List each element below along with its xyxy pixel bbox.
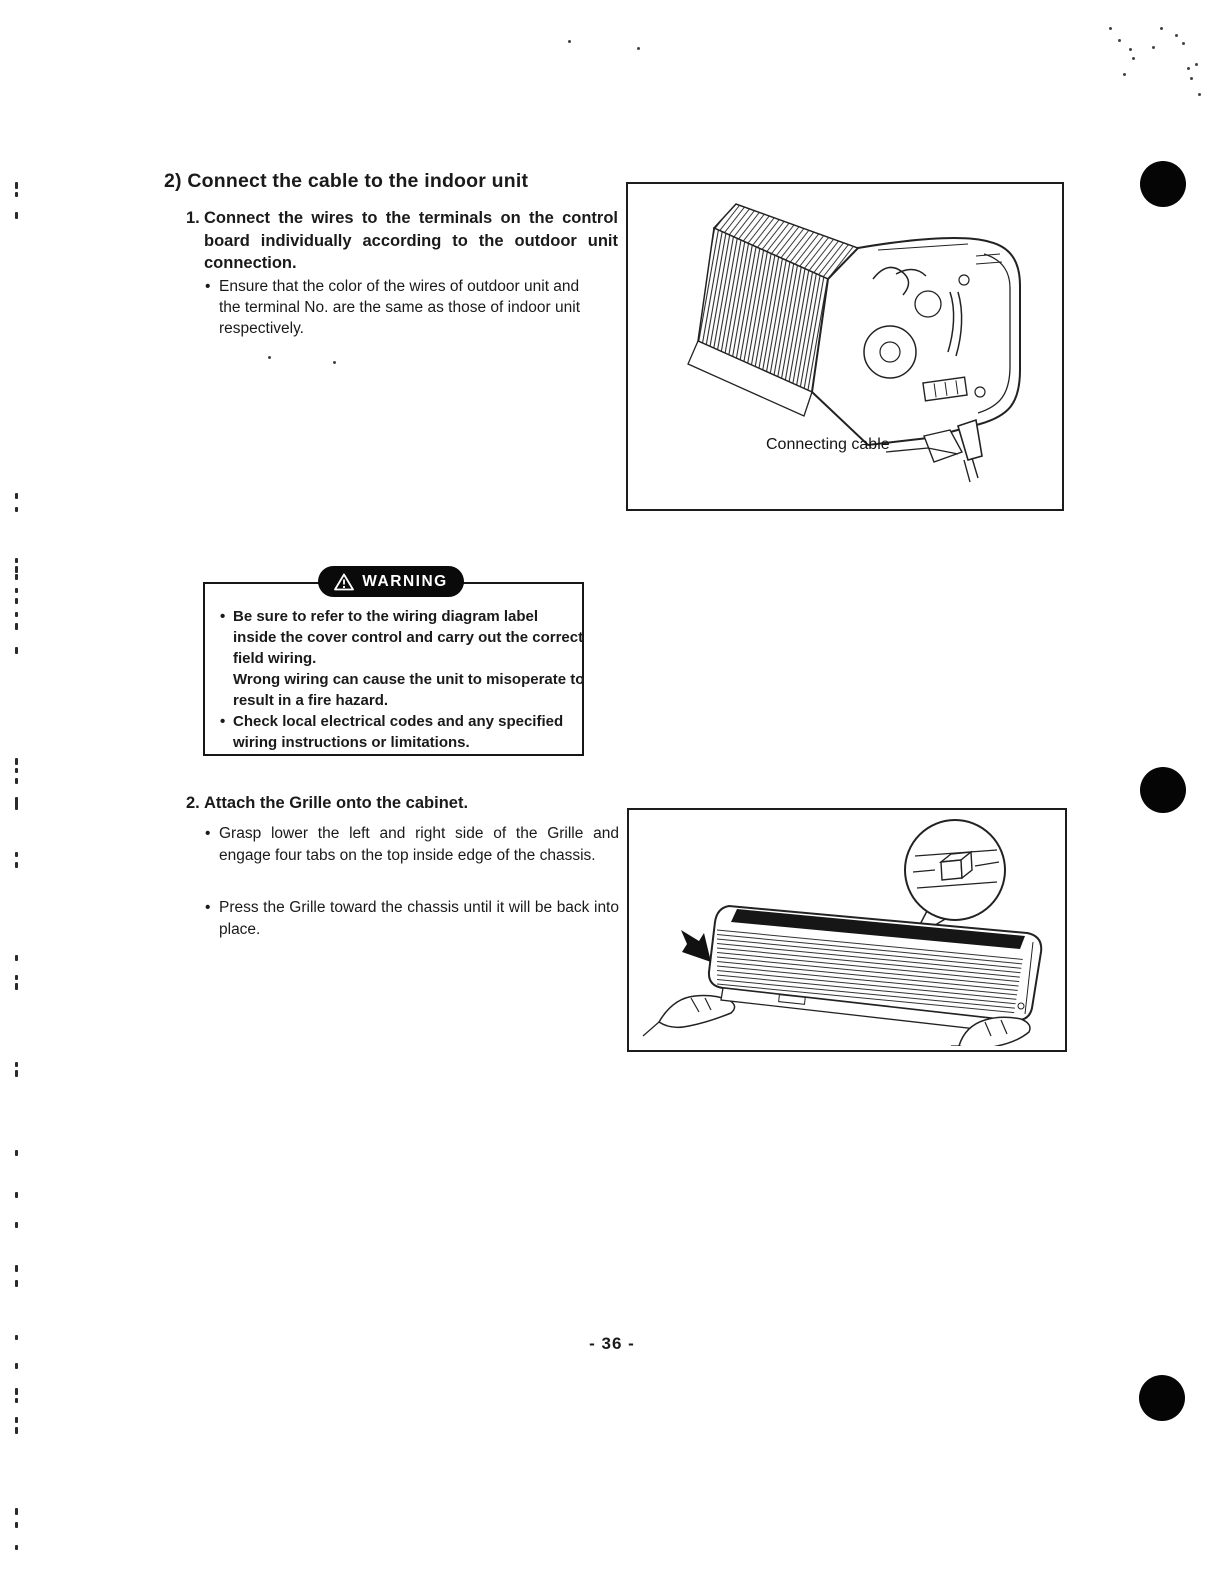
scan-speck — [333, 361, 336, 364]
scan-margin-mark — [15, 1427, 18, 1434]
warning-item — [220, 606, 585, 669]
section-title: 2) Connect the cable to the indoor unit — [164, 170, 529, 192]
scan-margin-mark — [15, 768, 18, 773]
scan-margin-mark — [15, 1522, 18, 1528]
scan-margin-mark — [15, 803, 18, 810]
punch-hole-mark — [1140, 767, 1186, 813]
warning-item-text: Be sure to refer to the wiring diagram label inside the cover control and carry out the correct field wiring. — [233, 608, 584, 667]
scan-margin-mark — [15, 1508, 18, 1515]
punch-hole-mark — [1140, 161, 1186, 207]
scan-speck — [637, 47, 640, 50]
scan-speck — [1132, 57, 1135, 60]
scan-margin-mark — [15, 612, 18, 617]
scan-speck — [1152, 46, 1155, 49]
scan-margin-mark — [15, 1545, 18, 1550]
figure-indoor-unit-wiring — [626, 182, 1064, 511]
scan-speck — [1160, 27, 1163, 30]
scan-margin-mark — [15, 493, 18, 499]
scan-margin-mark — [15, 182, 18, 189]
scan-margin-mark — [15, 1062, 18, 1067]
scan-speck — [1187, 67, 1190, 70]
scan-margin-mark — [15, 623, 18, 630]
figure-grille-attach — [627, 808, 1067, 1052]
step2-bullet — [205, 823, 619, 866]
scan-speck — [1195, 63, 1198, 66]
bullet-marker: • — [220, 608, 226, 625]
scan-margin-mark — [15, 1150, 18, 1156]
scan-speck — [1118, 39, 1121, 42]
scan-margin-mark — [15, 852, 18, 857]
warning-item-text: Wrong wiring can cause the unit to misoperate to result in a fire hazard. — [233, 671, 585, 709]
scan-speck — [1182, 42, 1185, 45]
scan-margin-mark — [15, 507, 18, 512]
scan-margin-mark — [15, 862, 18, 868]
scan-speck — [1129, 48, 1132, 51]
warning-box — [203, 582, 584, 756]
scan-margin-mark — [15, 192, 18, 197]
scan-margin-mark — [15, 1398, 18, 1403]
warning-item — [220, 711, 585, 753]
scan-speck — [1198, 93, 1201, 96]
step2-heading-text: Attach the Grille onto the cabinet. — [204, 794, 469, 812]
grille-attach-drawing — [629, 810, 1061, 1046]
bullet-marker: • — [205, 825, 211, 842]
scan-margin-mark — [15, 588, 18, 593]
scan-margin-mark — [15, 574, 18, 580]
punch-hole-mark — [1139, 1375, 1185, 1421]
scan-margin-mark — [15, 1388, 18, 1395]
scan-margin-mark — [15, 212, 18, 219]
scan-speck — [268, 356, 271, 359]
bullet-marker: • — [205, 278, 211, 295]
scan-margin-mark — [15, 983, 18, 990]
scan-margin-mark — [15, 647, 18, 654]
warning-item — [220, 669, 585, 711]
figure1-caption: Connecting cable — [766, 436, 890, 453]
scan-speck — [1123, 73, 1126, 76]
scan-margin-mark — [15, 1280, 18, 1287]
scan-speck — [1190, 77, 1193, 80]
page-number: - 36 - — [589, 1334, 635, 1353]
scan-margin-mark — [15, 1070, 18, 1077]
step2-bullet-text: Grasp lower the left and right side of the Grille and engage four tabs on the top inside edge of the chassis. — [219, 825, 619, 864]
warning-item-text: Check local electrical codes and any specified wiring instructions or limitations. — [233, 713, 564, 751]
scan-margin-mark — [15, 558, 18, 563]
scan-margin-mark — [15, 955, 18, 961]
step1-heading-text: Connect the wires to the terminals on the control board individually according to the outdoor unit connection. — [204, 209, 618, 272]
scan-speck — [568, 40, 571, 43]
step2-bullet-text: Press the Grille toward the chassis until it will be back into place. — [219, 899, 619, 938]
step1-bullet — [205, 276, 599, 339]
scan-margin-mark — [15, 778, 18, 784]
scan-margin-mark — [15, 598, 18, 604]
scan-speck — [1175, 34, 1178, 37]
step1-number: 1. — [186, 209, 200, 227]
bullet-marker: • — [205, 899, 211, 916]
scan-margin-mark — [15, 975, 18, 980]
step2-bullet — [205, 897, 619, 940]
scan-margin-mark — [15, 1335, 18, 1340]
warning-label: WARNING — [362, 572, 448, 590]
scan-margin-mark — [15, 758, 18, 765]
indoor-unit-drawing — [628, 184, 1058, 505]
scan-speck — [1109, 27, 1112, 30]
scan-margin-mark — [15, 1222, 18, 1228]
scan-margin-mark — [15, 566, 18, 573]
warning-triangle-icon — [334, 573, 354, 591]
step2-number: 2. — [186, 794, 200, 812]
scan-margin-mark — [15, 1192, 18, 1198]
scan-margin-mark — [15, 1265, 18, 1272]
bullet-marker: • — [220, 713, 226, 730]
warning-badge — [318, 566, 464, 597]
step1-heading — [186, 207, 618, 275]
step1-bullet-text: Ensure that the color of the wires of outdoor unit and the terminal No. are the same as those of indoor unit respectively. — [219, 278, 581, 337]
step2-heading — [186, 792, 624, 815]
scan-margin-mark — [15, 1417, 18, 1423]
scan-margin-mark — [15, 1363, 18, 1369]
